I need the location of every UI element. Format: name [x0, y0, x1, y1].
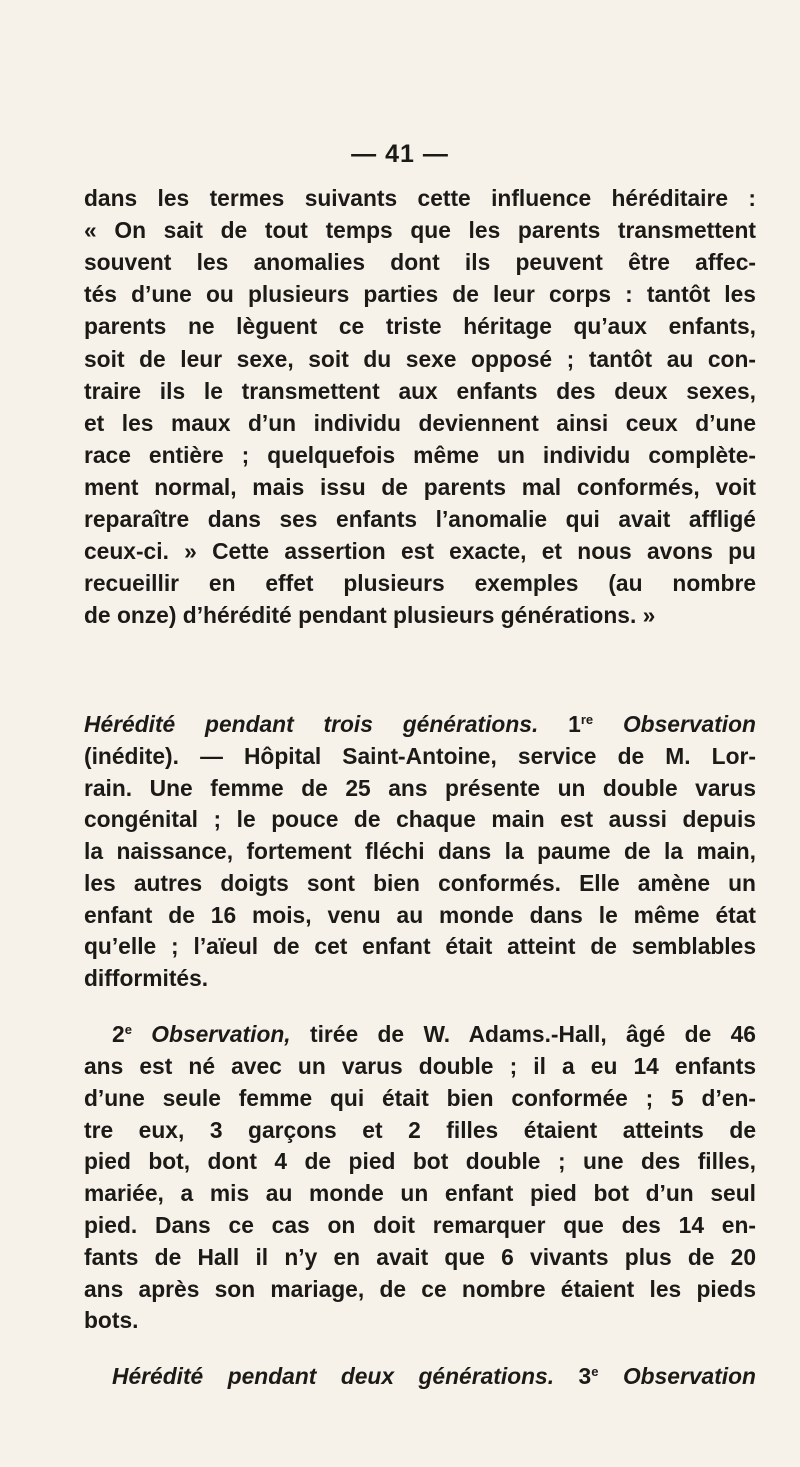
text-line: traire ils le transmettent aux enfants des deux sexes,: [84, 377, 756, 404]
text-line: d’une seule femme qui était bien conformée ; 5 d’en-: [84, 1084, 756, 1111]
text-line: mariée, a mis au monde un enfant pied bot d’un seul: [84, 1180, 756, 1207]
page-number: — 41 —: [351, 140, 449, 168]
text-line: pied. Dans ce cas on doit remarquer que des 14 en-: [84, 1212, 756, 1238]
text-line: et les maux d’un individu deviennent ainsi ceux d’une: [84, 409, 756, 436]
observation-number: 3e: [578, 1363, 599, 1389]
text-line: recueillir en effet plusieurs exemples (au nombre: [84, 570, 756, 597]
text-line: parents ne lèguent ce triste héritage qu’aux enfants,: [84, 313, 756, 340]
observation-label: Observation: [622, 711, 756, 737]
text-line: rain. Une femme de 25 ans présente un double varus: [84, 774, 756, 801]
text-line: tés d’une ou plusieurs parties de leur corps : tantôt les: [84, 281, 756, 308]
text-line: ceux-ci. » Cette assertion est exacte, et nous avons pu: [84, 538, 756, 565]
text-line: ans est né avec un varus double ; il a eu 14 enfants: [84, 1053, 756, 1079]
text-line: reparaître dans ses enfants l’anomalie qui avait affligé: [84, 506, 756, 532]
observation-2-number: 2e: [112, 1021, 132, 1047]
text-line: les autres doigts sont bien conformés. Elle amène un: [84, 869, 756, 896]
text-line: qu’elle ; l’aïeul de cet enfant était atteint de semblables: [84, 933, 756, 960]
observation-2-label: Observation,: [151, 1021, 291, 1047]
text-line: soit de leur sexe, soit du sexe opposé ; tantôt au con-: [84, 345, 756, 372]
observation-label: Observation: [622, 1363, 756, 1389]
text-line: tre eux, 3 garçons et 2 filles étaient atteints de: [84, 1116, 756, 1143]
observation-2-rest: tirée de W. Adams.-Hall, âgé de 46: [310, 1021, 756, 1047]
text-line: (inédite). — Hôpital Saint-Antoine, service de M. Lor-: [84, 743, 756, 769]
text-line: race entière ; quelquefois même un individu complète-: [84, 441, 756, 468]
text-line: de onze) d’hérédité pendant plusieurs générations. »: [84, 602, 656, 629]
text-line: difformités.: [84, 964, 209, 991]
text-line: ment normal, mais issu de parents mal conformés, voit: [84, 473, 756, 500]
text-line: bots.: [84, 1307, 139, 1334]
heading-observation-3: [84, 1361, 756, 1392]
text-line: congénital ; le pouce de chaque main est aussi depuis: [84, 806, 756, 833]
text-line: la naissance, fortement fléchi dans la paume de la main,: [84, 838, 756, 865]
text-line: pied bot, dont 4 de pied bot double ; une des filles,: [84, 1148, 756, 1175]
text-line: « On sait de tout temps que les parents transmettent: [84, 217, 756, 244]
text-line: dans les termes suivants cette influence héréditaire :: [84, 185, 756, 211]
heading-observation-1: [84, 709, 756, 740]
heading-italic: Hérédité pendant trois générations.: [84, 711, 539, 737]
text-line: ans après son mariage, de ce nombre étaient les pieds: [84, 1275, 756, 1302]
observation-number: 1re: [568, 711, 594, 737]
heading-italic: Hérédité pendant deux générations.: [112, 1363, 555, 1389]
text-line: souvent les anomalies dont ils peuvent être affec-: [84, 249, 756, 276]
text-line: enfant de 16 mois, venu au monde dans le même état: [84, 901, 756, 928]
text-line: fants de Hall il n’y en avait que 6 vivants plus de 20: [84, 1243, 756, 1270]
observation-2-first-line: [84, 1019, 756, 1050]
